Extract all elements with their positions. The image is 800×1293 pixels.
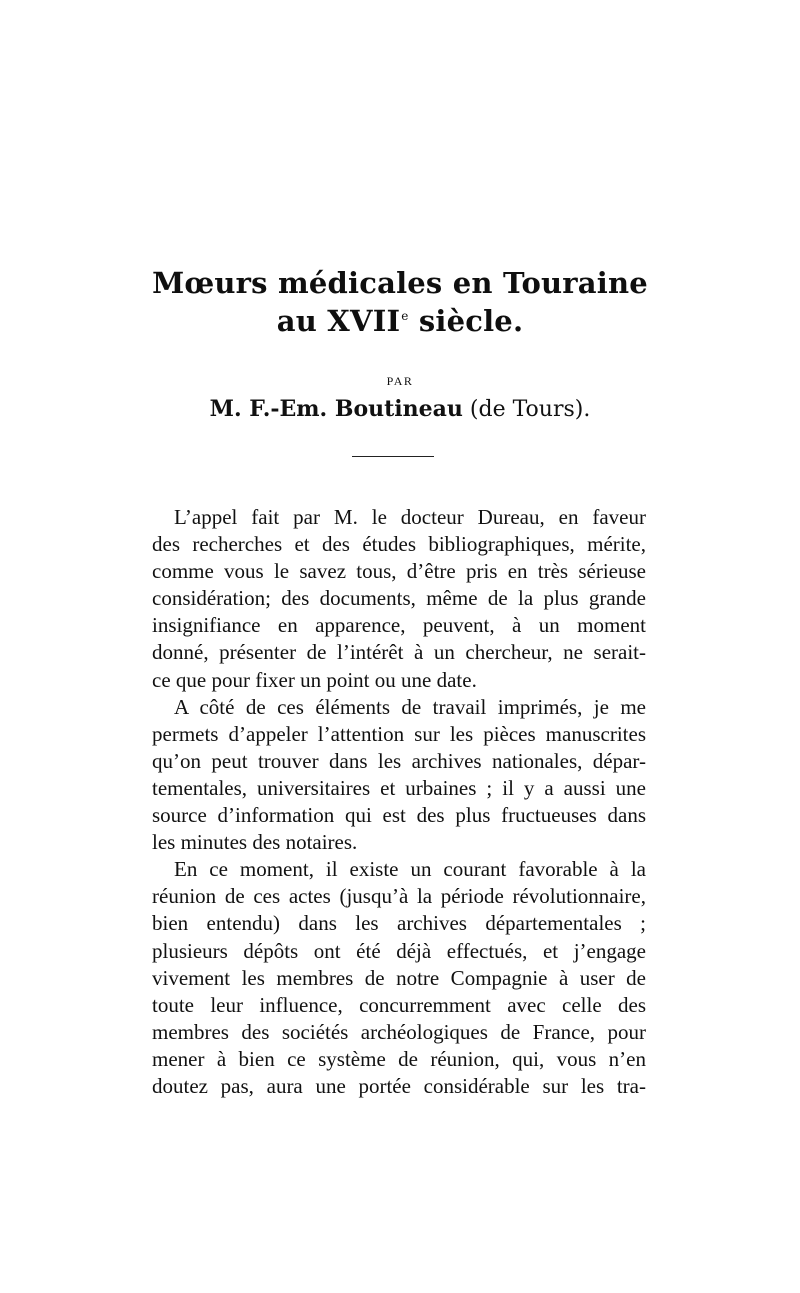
text-line: comme vous le savez tous, d’être pris en très sérieuse [152, 559, 646, 584]
text-line: qu’on peut trouver dans les archives nationales, dépar- [152, 748, 646, 773]
article-title-line-2 [0, 304, 800, 338]
text-line: En ce moment, il existe un courant favorable à la [174, 857, 646, 882]
text-line: permets d’appeler l’attention sur les pièces manuscrites [152, 721, 646, 746]
separator-rule [352, 456, 434, 457]
text-line: mener à bien ce système de réunion, qui, vous n’en [152, 1046, 646, 1071]
text-line: les minutes des notaires. [152, 830, 358, 855]
text-line: A côté de ces éléments de travail imprimés, je me [174, 694, 646, 719]
text-line: L’appel fait par M. le docteur Dureau, en faveur [174, 505, 646, 529]
title-superscript: e [401, 309, 409, 324]
text-line: toute leur influence, concurremment avec celle des [152, 992, 646, 1017]
text-line: source d’information qui est des plus fructueuses dans [152, 803, 646, 828]
par-label: PAR [386, 374, 414, 388]
text-line: insignifiance en apparence, peuvent, à un moment [152, 613, 646, 638]
text-line: tementales, universitaires et urbaines ; il y a aussi une [152, 775, 646, 800]
text-line: considération; des documents, même de la plus grande [152, 586, 646, 611]
text-line: des recherches et des études bibliographiques, mérite, [152, 532, 646, 557]
title-end-text: siècle. [408, 304, 524, 338]
text-line: donné, présenter de l’intérêt à un chercheur, ne serait- [152, 640, 646, 665]
text-line: plusieurs dépôts ont été déjà effectués, et j’engage [152, 938, 646, 963]
author-origin: (de Tours). [462, 397, 591, 422]
author-name: M. F.-Em. Boutineau [209, 396, 463, 422]
text-line: membres des sociétés archéologiques de France, pour [152, 1019, 646, 1044]
body-text [152, 504, 646, 1100]
text-line: réunion de ces actes (jusqu’à la période révolutionnaire, [152, 884, 646, 909]
text-line: doutez pas, aura une portée considérable sur les tra- [152, 1073, 646, 1098]
text-line: vivement les membres de notre Compagnie à user de [152, 965, 646, 990]
text-line: bien entendu) dans les archives départementales ; [152, 911, 646, 936]
title-century-text: au XVII [276, 304, 401, 338]
author-line [0, 396, 800, 422]
article-title-line-1: Mœurs médicales en Touraine [152, 266, 648, 300]
text-line: ce que pour fixer un point ou une date. [152, 667, 477, 692]
